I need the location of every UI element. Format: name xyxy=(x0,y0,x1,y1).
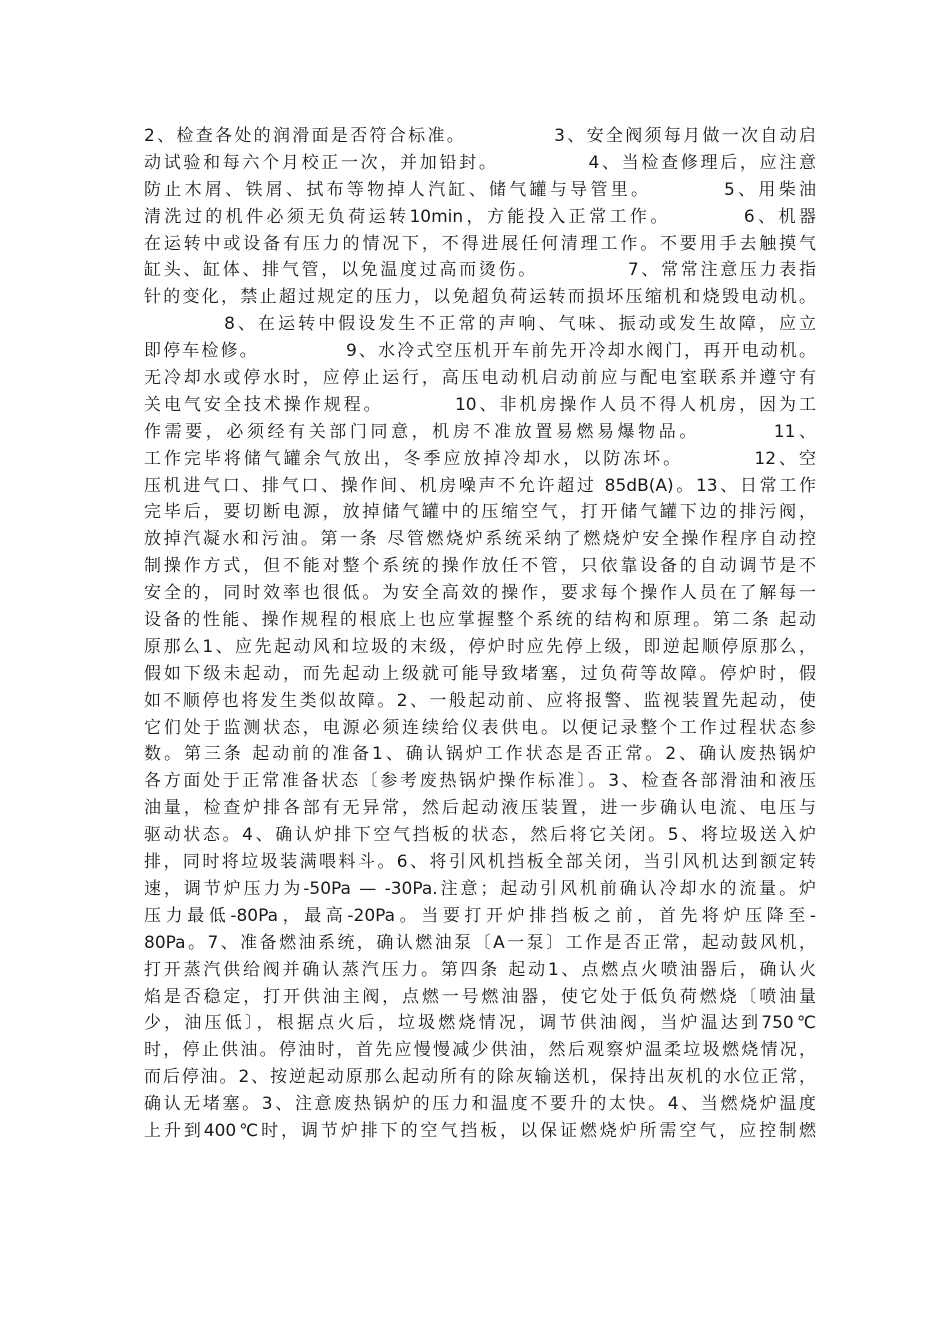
text-line: 少，油压低〕，根据点火后，垃圾燃烧情况，调节供油阀，当炉温达到750℃ xyxy=(144,1013,816,1034)
text-line: 压力最低-80Pa，最高-20Pa。当要打开炉排挡板之前，首先将炉压降至- xyxy=(144,905,816,926)
text-line: 针的变化，禁止超过规定的压力，以免超负荷运转而损坏压缩机和烧毁电动机。 xyxy=(144,287,816,308)
text-line: 即停车检修。 9、水冷式空压机开车前先开冷却水阀门，再开电动机。 xyxy=(144,341,816,362)
text-line: 原那么1、应先起动风和垃圾的末级，停炉时应先停上级，即逆起顺停原那么， xyxy=(144,636,816,657)
text-line: 数。第三条 起动前的准备1、确认锅炉工作状态是否正常。2、确认废热锅炉 xyxy=(144,744,816,765)
text-line: 清洗过的机件必须无负荷运转10min，方能投入正常工作。 6、机器 xyxy=(144,206,816,227)
text-line: 制操作方式，但不能对整个系统的操作放任不管，只依靠设备的自动调节是不 xyxy=(144,556,816,577)
text-line: 2、检查各处的润滑面是否符合标准。 3、安全阀须每月做一次自动启 xyxy=(144,126,816,146)
text-line: 各方面处于正常准备状态〔参考废热锅炉操作标准〕。3、检查各部滑油和液压 xyxy=(144,771,816,792)
text-line: 设备的性能、操作规程的根底上也应掌握整个系统的结构和原理。第二条 起动 xyxy=(144,610,816,631)
text-line: 压机进气口、排气口、操作间、机房噪声不允许超过 85dB(A)。13、日常工作 xyxy=(144,475,816,496)
text-line: 假如下级未起动，而先起动上级就可能导致堵塞，过负荷等故障。停炉时，假 xyxy=(144,663,816,684)
text-line: 80Pa。7、准备燃油系统，确认燃油泵〔A一泵〕工作是否正常，起动鼓风机， xyxy=(144,932,816,953)
text-line: 动试验和每六个月校正一次，并加铅封。 4、当检查修理后，应注意 xyxy=(144,152,816,173)
text-line: 焰是否稳定，打开供油主阀，点燃一号燃油器，使它处于低负荷燃烧〔喷油量 xyxy=(144,986,816,1007)
text-line: 作需要，必须经有关部门同意，机房不准放置易燃易爆物品。 11、 xyxy=(144,421,816,442)
text-line: 打开蒸汽供给阀并确认蒸汽压力。第四条 起动1、点燃点火喷油器后，确认火 xyxy=(144,959,816,980)
text-line: 如不顺停也将发生类似故障。2、一般起动前、应将报警、监视装置先起动，使 xyxy=(144,690,816,711)
text-line: 上升到400℃时，调节炉排下的空气挡板，以保证燃烧炉所需空气，应控制燃 xyxy=(144,1120,816,1141)
text-line: 油量，检查炉排各部有无异常，然后起动液压装置，进一步确认电流、电压与 xyxy=(144,798,816,819)
text-line: 工作完毕将储气罐余气放出，冬季应放掉冷却水，以防冻坏。 12、空 xyxy=(144,448,816,469)
text-line: 时，停止供油。停油时，首先应慢慢减少供油，然后观察炉温柔垃圾燃烧情况， xyxy=(144,1040,816,1061)
text-line: 放掉汽凝水和污油。第一条 尽管燃烧炉系统采纳了燃烧炉安全操作程序自动控 xyxy=(144,529,816,550)
text-line: 安全的，同时效率也很低。为安全高效的操作，要求每个操作人员在了解每一 xyxy=(144,583,816,604)
text-line: 而后停油。2、按逆起动原那么起动所有的除灰输送机，保持出灰机的水位正常， xyxy=(144,1067,816,1088)
text-line: 缸头、缸体、排气管，以免温度过高而烫伤。 7、常常注意压力表指 xyxy=(144,260,816,281)
text-line: 速，调节炉压力为-50Pa — -30Pa.注意；起动引风机前确认冷却水的流量。炉 xyxy=(144,878,816,899)
text-line: 8、在运转中假设发生不正常的声响、气味、振动或发生故障，应立 xyxy=(144,314,816,335)
text-line: 完毕后，要切断电源，放掉储气罐中的压缩空气，打开储气罐下边的排污阀， xyxy=(144,502,816,523)
body-text xyxy=(144,123,816,1145)
text-line: 驱动状态。4、确认炉排下空气挡板的状态，然后将它关闭。5、将垃圾送入炉 xyxy=(144,825,816,846)
text-line: 无冷却水或停水时，应停止运行，高压电动机启动前应与配电室联系并遵守有 xyxy=(144,368,816,389)
text-line: 在运转中或设备有压力的情况下，不得进展任何清理工作。不要用手去触摸气 xyxy=(144,233,816,254)
text-line: 它们处于监测状态，电源必须连续给仪表供电。以便记录整个工作过程状态参 xyxy=(144,717,816,738)
text-line: 排，同时将垃圾装满喂料斗。6、将引风机挡板全部关闭，当引风机达到额定转 xyxy=(144,852,816,873)
text-line: 防止木屑、铁屑、拭布等物掉人汽缸、储气罐与导管里。 5、用柴油 xyxy=(144,179,816,200)
text-line: 关电气安全技术操作规程。 10、非机房操作人员不得人机房，因为工 xyxy=(144,394,816,415)
text-line: 确认无堵塞。3、注意废热锅炉的压力和温度不要升的太快。4、当燃烧炉温度 xyxy=(144,1094,816,1115)
